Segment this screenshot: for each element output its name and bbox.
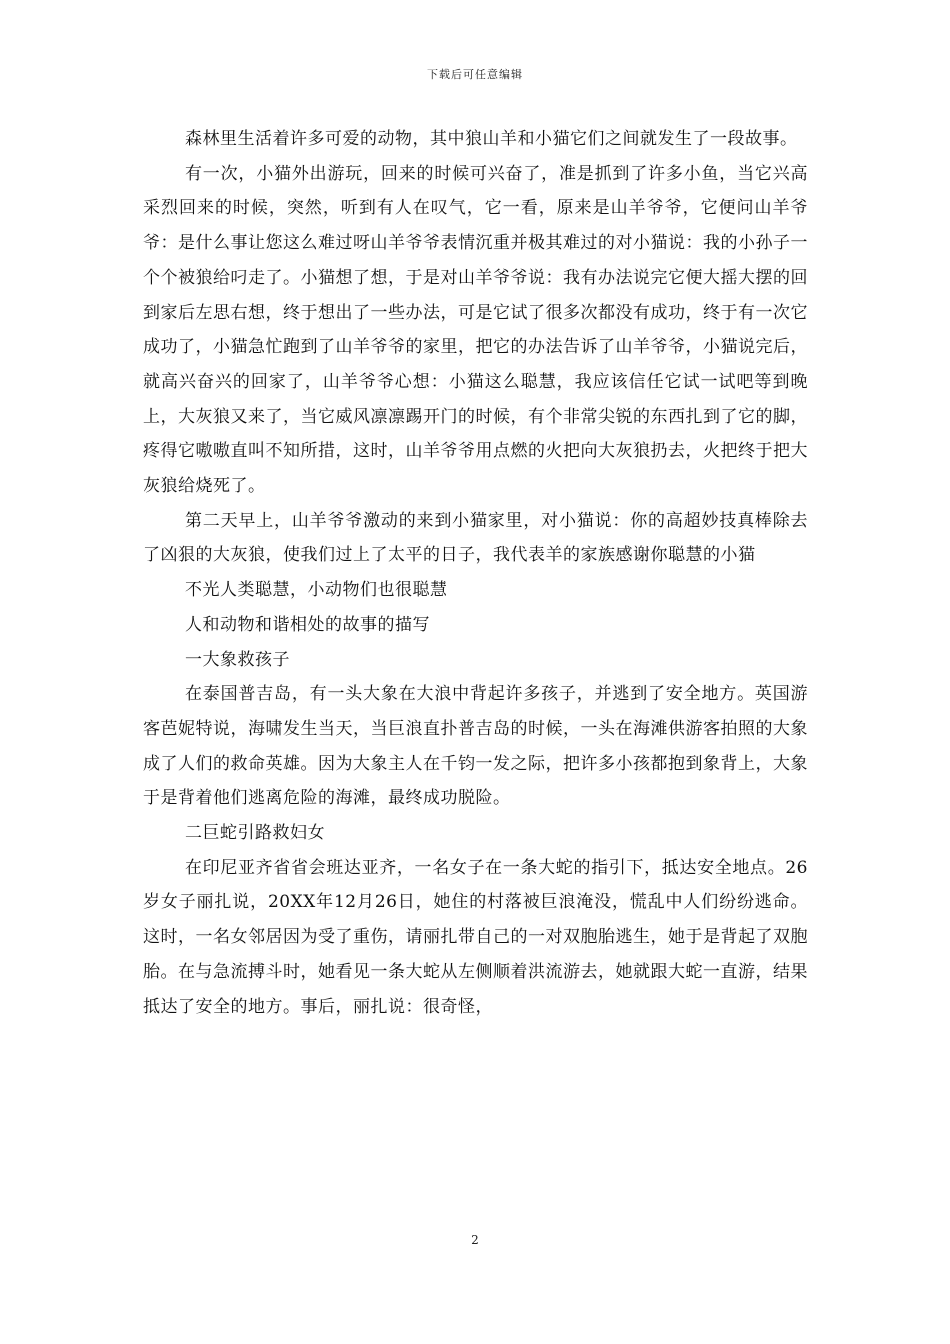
paragraph-intro: 森林里生活着许多可爱的动物，其中狼山羊和小猫它们之间就发生了一段故事。 [185, 129, 798, 149]
document-body [143, 122, 808, 1024]
paragraph-next-day: 第二天早上，山羊爷爷激动的来到小猫家里，对小猫说：你的高超妙技真棒除去了凶狠的大灰狼，使我们过上了太平的日子，我代表羊的家族感谢你聪慧的小猫 [143, 510, 808, 566]
subheading-snake: 二巨蛇引路救妇女 [185, 823, 325, 844]
section-heading: 人和动物和谐相处的故事的描写 [185, 614, 430, 635]
paragraph-elephant: 在泰国普吉岛，有一头大象在大浪中背起许多孩子，并逃到了安全地方。英国游客芭妮特说，海啸发生当天，当巨浪直扑普吉岛的时候，一头在海滩供游客拍照的大象成了人们的救命英雄。因为大象主人在千钧一发之际，把许多小孩都抱到象背上，大象于是背着他们逃离危险的海滩，最终成功脱险。 [143, 684, 808, 809]
paragraph-snake: 在印尼亚齐省省会班达亚齐，一名女子在一条大蛇的指引下，抵达安全地点。26岁女子丽扎说，20XX年12月26日，她住的村落被巨浪淹没，慌乱中人们纷纷逃命。这时，一名女邻居因为受了重伤，请丽扎带自己的一对双胞胎逃生，她于是背起了双胞胎。在与急流搏斗时，她看见一条大蛇从左侧顺着洪流游去，她就跟大蛇一直游，结果抵达了安全的地方。事后，丽扎说：很奇怪， [143, 857, 808, 1017]
page-number: 2 [471, 1233, 479, 1247]
paragraph-story: 有一次，小猫外出游玩，回来的时候可兴奋了，准是抓到了许多小鱼，当它兴高采烈回来的时候，突然，听到有人在叹气，它一看，原来是山羊爷爷，它便问山羊爷爷：是什么事让您这么难过呀山羊爷爷表情沉重并极其难过的对小猫说：我的小孙子一个个被狼给叼走了。小猫想了想，于是对山羊爷爷说：我有办法说完它便大摇大摆的回到家后左思右想，终于想出了一些办法，可是它试了很多次都没有成功，终于有一次它成功了，小猫急忙跑到了山羊爷爷的家里，把它的办法告诉了山羊爷爷，小猫说完后，就高兴奋兴的回家了，山羊爷爷心想：小猫这么聪慧，我应该信任它试一试吧等到晚上，大灰狼又来了，当它威风凛凛踢开门的时候，有个非常尖锐的东西扎到了它的脚，疼得它嗷嗷直叫不知所措，这时，山羊爷爷用点燃的火把向大灰狼扔去，火把终于把大灰狼给烧死了。 [143, 163, 808, 497]
paragraph-moral: 不光人类聪慧，小动物们也很聪慧 [185, 580, 448, 601]
page-header: 下载后可任意编辑 [427, 68, 523, 81]
subheading-elephant: 一大象救孩子 [185, 649, 290, 670]
